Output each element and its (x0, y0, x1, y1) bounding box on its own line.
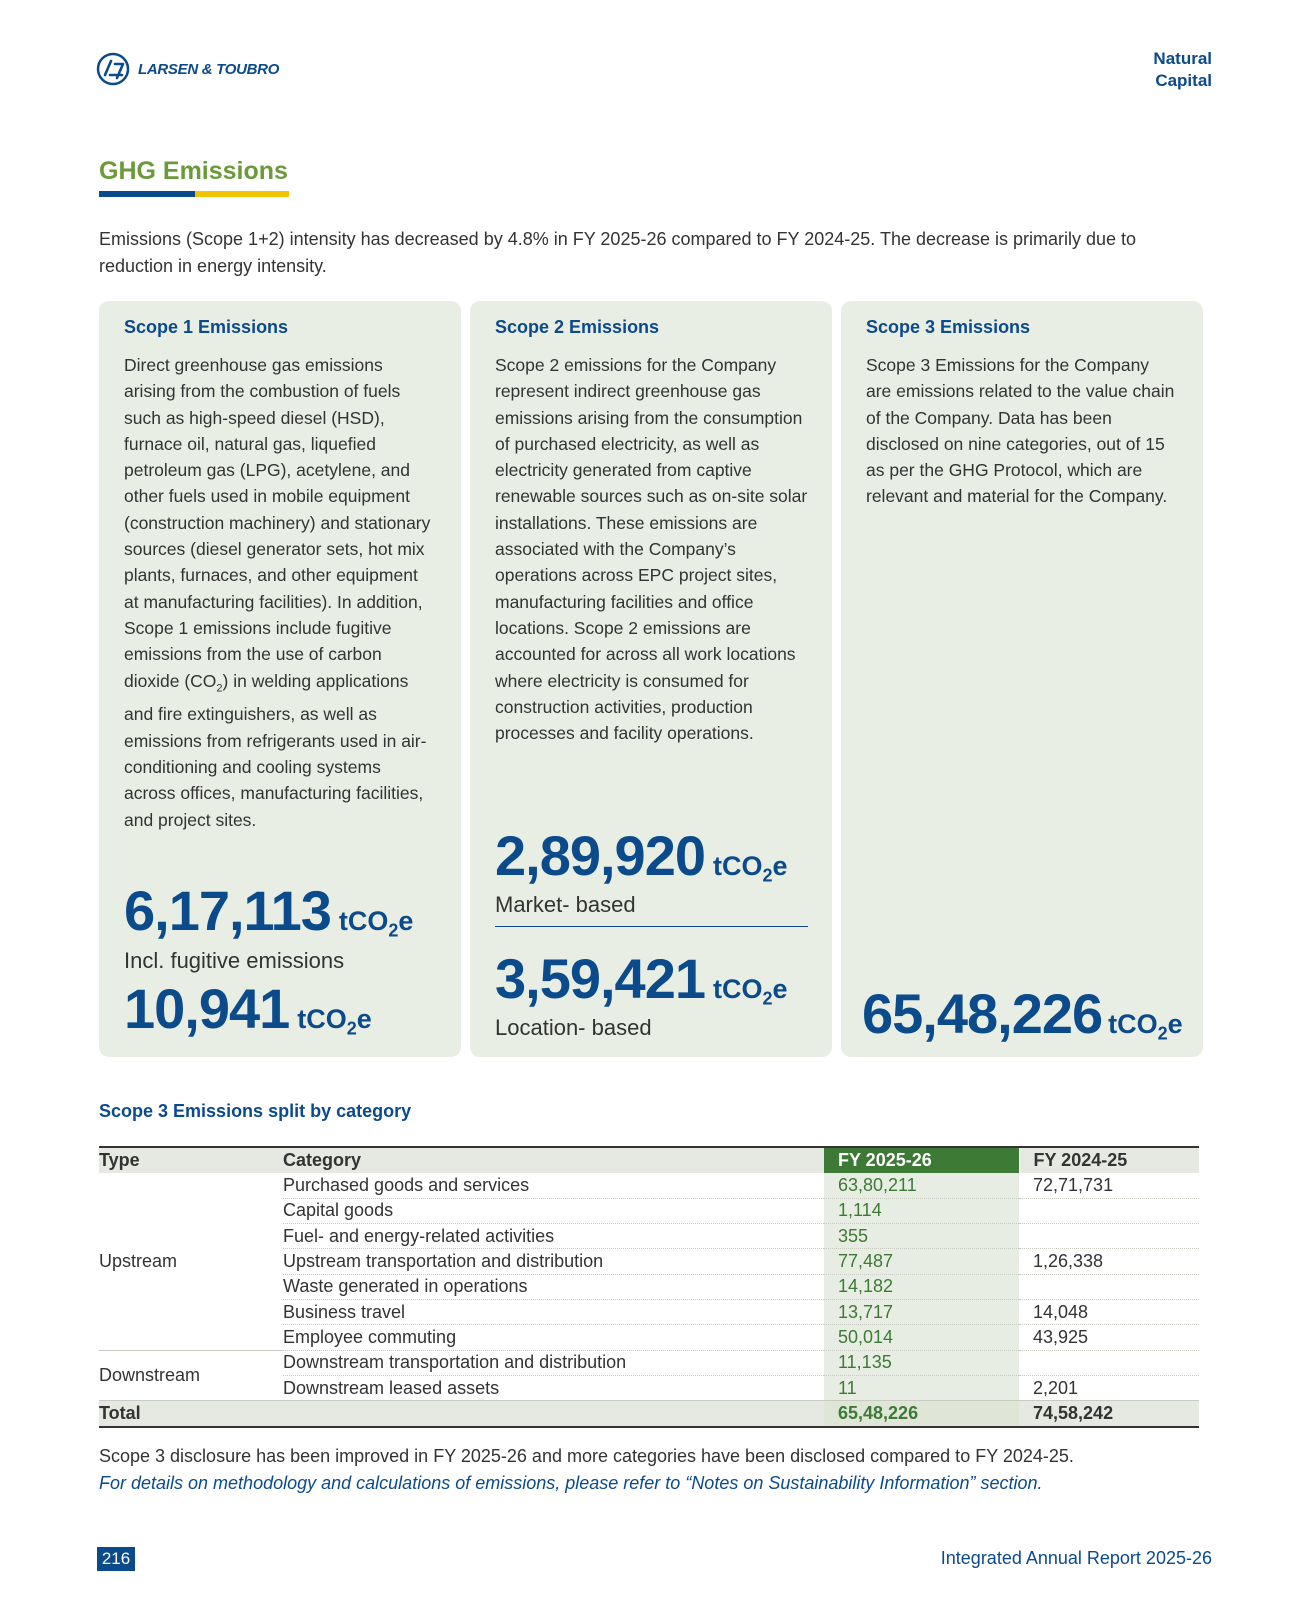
total-fy-previous: 74,58,242 (1019, 1401, 1199, 1427)
table-title: Scope 3 Emissions split by category (99, 1101, 412, 1121)
scope3-card (841, 301, 1203, 1057)
scope1-main-number: 6,17,113 (124, 879, 331, 942)
report-title: Integrated Annual Report 2025-26 (940, 1548, 1212, 1568)
row-category: Employee commuting (283, 1325, 824, 1350)
row-fy-current: 50,014 (824, 1325, 1019, 1350)
row-category: Purchased goods and services (283, 1173, 824, 1198)
scope2-location-unit: tCO$_2$e (712, 974, 788, 1009)
row-category: Upstream transportation and distribution (283, 1249, 824, 1274)
section-tag (1153, 48, 1212, 92)
row-fy-previous (1019, 1198, 1199, 1223)
total-fy-current: 65,48,226 (824, 1401, 1019, 1427)
row-fy-previous (1019, 1350, 1199, 1375)
underline-blue (99, 191, 195, 197)
row-fy-current: 13,717 (824, 1299, 1019, 1324)
table-header-row (99, 1147, 1199, 1173)
scope1-main-value (124, 878, 413, 943)
logo-text: LARSEN & TOUBRO (138, 60, 280, 78)
type-upstream: Upstream (99, 1173, 283, 1350)
scope2-market-label: Market- based (495, 892, 636, 917)
header-type: Type (99, 1147, 283, 1173)
row-fy-previous: 1,26,338 (1019, 1249, 1199, 1274)
scope2-body: Scope 2 emissions for the Company represent indirect greenhouse gas emissions arising from the consumption of purchased electricity, as well as electricity generated from captive renewable sources such as on-site solar installations. These emissions are associated with the Company’s operations across EPC project sites, manufacturing facilities and office locations. Scope 2 emissions are accounted for across all work locations where electricity is consumed for construction activities, production processes and facility operations. (495, 355, 808, 744)
section-tag-line2: Capital (1155, 71, 1212, 90)
page-number: 216 (97, 1547, 135, 1571)
title-underline (99, 191, 289, 197)
scope1-secondary-number: 10,941 (124, 977, 290, 1040)
row-fy-current: 14,182 (824, 1274, 1019, 1299)
total-spacer (283, 1401, 824, 1427)
scope1-card (99, 301, 461, 1057)
scope1-body-part1: Direct greenhouse gas emissions arising from the combustion of fuels such as high-speed diesel (HSD), furnace oil, natural gas, liquefied petroleum gas (LPG), acetylene, and other fuels used in mobile equipment (construction machinery) and stationary sources (diesel generator sets, hot mix plants, furnaces, and other equipment at manufacturing facilities). In addition, Scope 1 emissions include fugitive emissions from the use of carbon dioxide (CO (124, 355, 431, 691)
row-category: Capital goods (283, 1198, 824, 1223)
scope3-category-table (99, 1146, 1199, 1428)
scope1-title: Scope 1 Emissions (124, 317, 289, 337)
scope2-card (470, 301, 832, 1057)
header-fy-previous: FY 2024-25 (1019, 1147, 1199, 1173)
disclosure-note: Scope 3 disclosure has been improved in FY 2025-26 and more categories have been disclosed compared to FY 2024-25. (99, 1446, 1074, 1466)
underline-yellow (195, 191, 289, 197)
scope1-secondary-value (124, 976, 372, 1041)
company-logo (96, 52, 279, 86)
row-fy-previous (1019, 1274, 1199, 1299)
scope2-divider (495, 926, 808, 927)
page-title: GHG Emissions (99, 157, 288, 185)
row-category: Waste generated in operations (283, 1274, 824, 1299)
row-fy-current: 1,114 (824, 1198, 1019, 1223)
scope3-number: 65,48,226 (862, 982, 1103, 1045)
scope1-body-sub: 2 (216, 682, 223, 695)
scope2-market-unit: tCO$_2$e (712, 851, 788, 886)
lt-logo-icon (96, 52, 130, 86)
scope2-title: Scope 2 Emissions (495, 317, 660, 337)
scope2-location-number: 3,59,421 (495, 947, 705, 1010)
intro-paragraph: Emissions (Scope 1+2) intensity has decreased by 4.8% in FY 2025-26 compared to FY 2024-25. The decrease is primarily due to reduction in energy intensity. (99, 229, 1137, 276)
row-category: Downstream leased assets (283, 1375, 824, 1400)
methodology-note: For details on methodology and calculations of emissions, please refer to “Notes on Sustainability Information” section. (99, 1473, 1043, 1493)
scope2-market-value (495, 823, 788, 888)
table-row (99, 1173, 1199, 1198)
row-fy-current: 63,80,211 (824, 1173, 1019, 1198)
row-category: Downstream transportation and distribution (283, 1350, 824, 1375)
scope1-main-label: Incl. fugitive emissions (124, 948, 345, 973)
header-fy-current: FY 2025-26 (824, 1147, 1019, 1173)
table-total-row (99, 1401, 1199, 1427)
scope1-body-part2: ) in welding applications and fire extinguishers, as well as emissions from refrigerants used in air-conditioning and cooling systems across offices, manufacturing facilities, and project sites. (124, 670, 427, 830)
row-fy-previous: 72,71,731 (1019, 1173, 1199, 1198)
scope1-main-unit: tCO$_2$e (338, 906, 414, 941)
row-fy-current: 355 (824, 1224, 1019, 1249)
scope3-title: Scope 3 Emissions (866, 317, 1031, 337)
scope2-market-number: 2,89,920 (495, 824, 705, 887)
scope2-location-label: Location- based (495, 1015, 652, 1040)
row-fy-current: 77,487 (824, 1249, 1019, 1274)
type-downstream: Downstream (99, 1350, 283, 1401)
section-tag-line1: Natural (1153, 49, 1212, 68)
row-fy-previous: 14,048 (1019, 1299, 1199, 1324)
scope3-body: Scope 3 Emissions for the Company are emissions related to the value chain of the Company. Data has been disclosed on nine categories, out of 15 as per the GHG Protocol, which are relevant and material for the Company. (866, 355, 1175, 507)
row-category: Fuel- and energy-related activities (283, 1224, 824, 1249)
row-fy-previous (1019, 1224, 1199, 1249)
scope1-body (124, 352, 437, 833)
row-fy-current: 11,135 (824, 1350, 1019, 1375)
header-category: Category (283, 1147, 824, 1173)
scope3-value (862, 981, 1183, 1046)
scope1-secondary-unit: tCO$_2$e (297, 1004, 372, 1039)
row-fy-previous: 2,201 (1019, 1375, 1199, 1400)
row-fy-current: 11 (824, 1375, 1019, 1400)
scope3-unit: tCO$_2$e (1108, 1009, 1183, 1044)
table-row (99, 1350, 1199, 1375)
scope2-location-value (495, 946, 788, 1011)
row-category: Business travel (283, 1299, 824, 1324)
total-label: Total (99, 1401, 283, 1427)
row-fy-previous: 43,925 (1019, 1325, 1199, 1350)
